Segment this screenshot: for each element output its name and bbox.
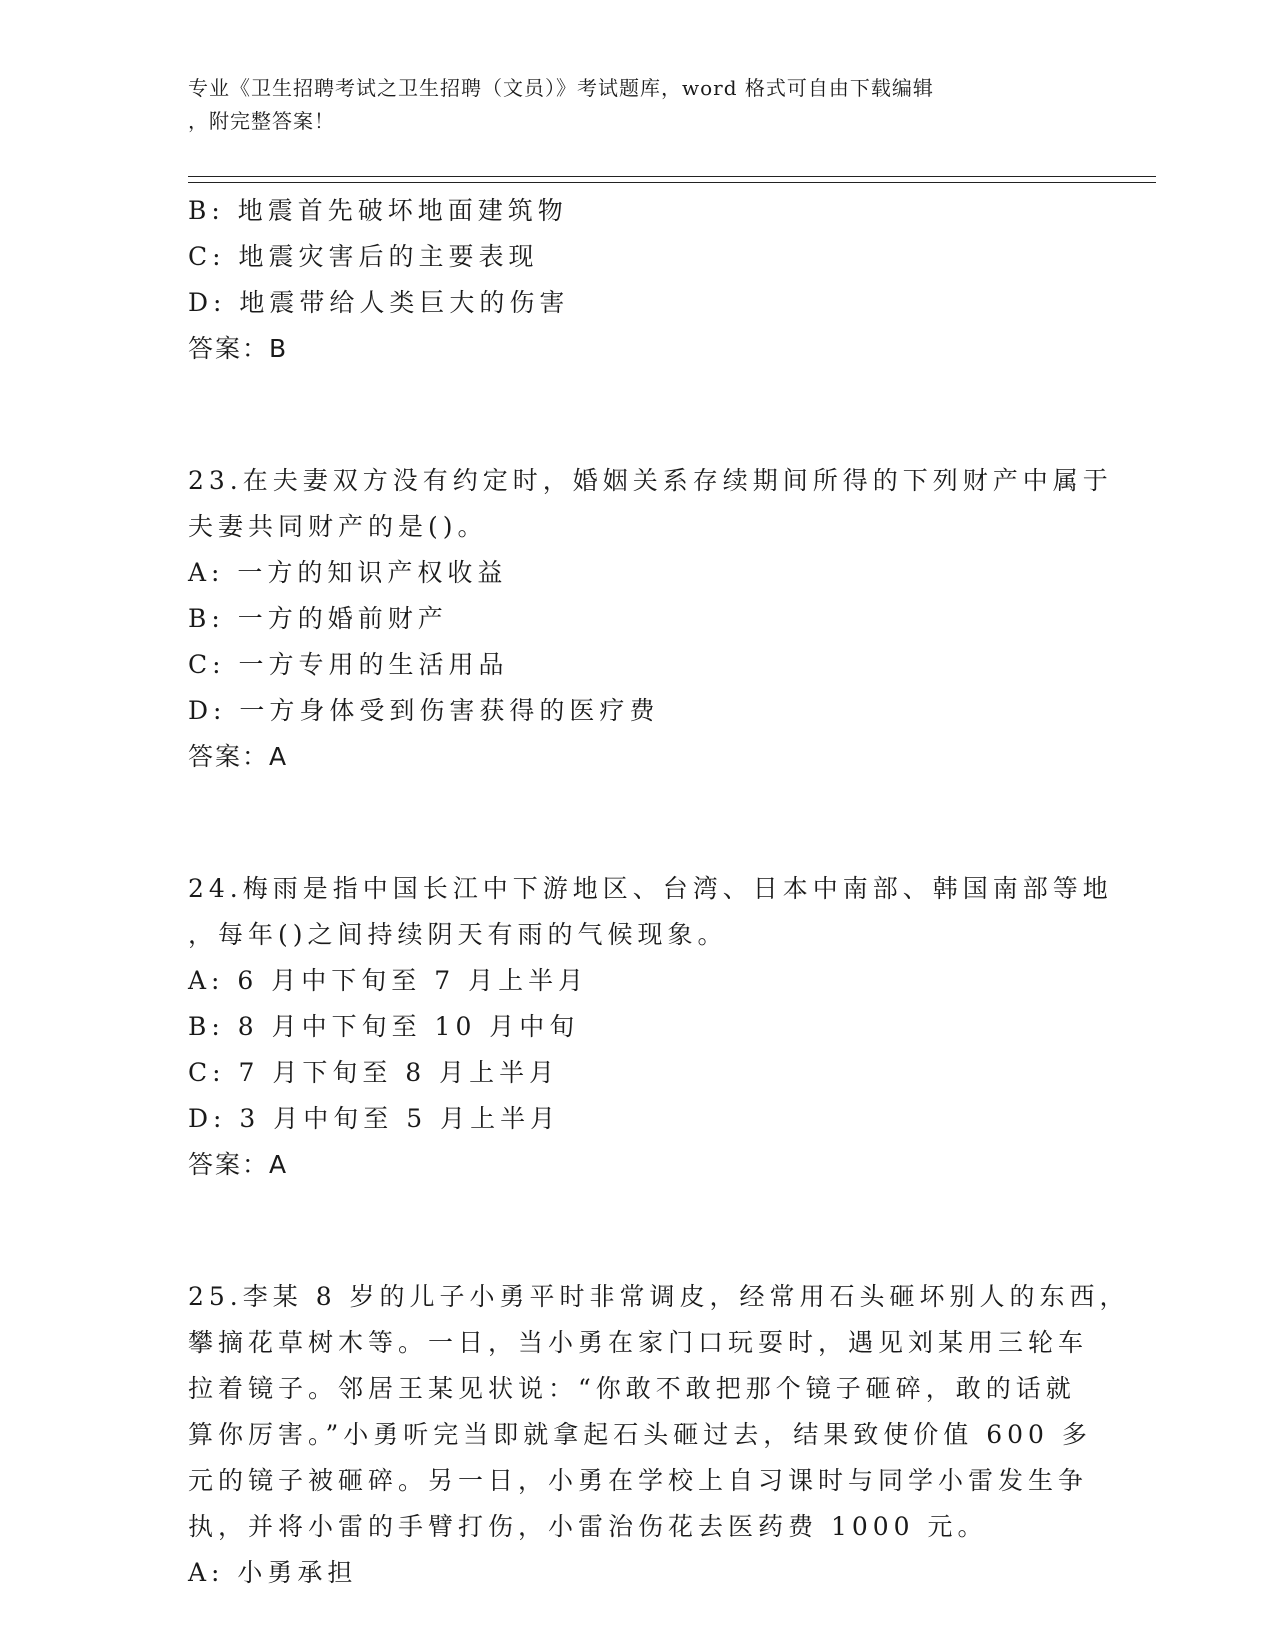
question-stem-line: 攀摘花草树木等。一日，当小勇在家门口玩耍时，遇见刘某用三轮车 [188,1328,1089,1357]
option-d: D: 地震带给人类巨大的伤害 [188,288,570,317]
header-line-1: 专业《卫生招聘考试之卫生招聘（文员）》考试题库，word 格式可自由下载编辑 [188,76,934,100]
document-header [188,72,1068,138]
question-stem-line: ，每年()之间持续阴天有雨的气候现象。 [188,920,728,949]
spacer [188,780,1088,866]
question-stem-line: 元的镜子被砸碎。另一日，小勇在学校上自习课时与同学小雷发生争 [188,1466,1089,1495]
question-stem-line: 24.梅雨是指中国长江中下游地区、台湾、日本中南部、韩国南部等地 [188,874,1113,903]
option-d: D: 一方身体受到伤害获得的医疗费 [188,696,660,725]
option-c: C: 7 月下旬至 8 月上半月 [188,1058,560,1087]
option-d: D: 3 月中旬至 5 月上半月 [188,1104,561,1133]
question-stem-line: 执，并将小雷的手臂打伤，小雷治伤花去医药费 1000 元。 [188,1512,988,1541]
question-stem-line: 算你厉害。”小勇听完当即就拿起石头砸过去，结果致使价值 600 多 [188,1420,1092,1449]
answer-line: 答案：A [188,742,289,771]
question-stem-line: 夫妻共同财产的是()。 [188,512,488,541]
option-c: C: 地震灾害后的主要表现 [188,242,539,271]
header-divider-bottom [188,182,1156,183]
question-stem-line: 23.在夫妻双方没有约定时，婚姻关系存续期间所得的下列财产中属于 [188,466,1113,495]
option-b: B: 8 月中下旬至 10 月中旬 [188,1012,580,1041]
spacer [188,372,1088,458]
option-b: B: 地震首先破坏地面建筑物 [188,196,568,225]
spacer [188,1188,1088,1274]
header-line-2: ，附完整答案！ [188,109,335,133]
option-a: A: 6 月中下旬至 7 月上半月 [188,966,589,995]
question-stem-line: 25.李某 8 岁的儿子小勇平时非常调皮，经常用石头砸坏别人的东西， [188,1282,1130,1311]
option-c: C: 一方专用的生活用品 [188,650,509,679]
answer-line: 答案：A [188,1150,289,1179]
question-22-block [188,188,1088,372]
option-b: B: 一方的婚前财产 [188,604,448,633]
question-24-block [188,866,1113,1188]
option-a: A: 一方的知识产权收益 [188,558,508,587]
header-divider-top [188,176,1156,177]
option-a: A: 小勇承担 [188,1558,358,1587]
answer-line: 答案：B [188,334,289,363]
question-25-block [188,1274,1130,1596]
question-content [188,188,1130,1596]
question-stem-line: 拉着镜子。邻居王某见状说：“你敢不敢把那个镜子砸碎，敢的话就 [188,1374,1076,1403]
question-23-block [188,458,1113,780]
